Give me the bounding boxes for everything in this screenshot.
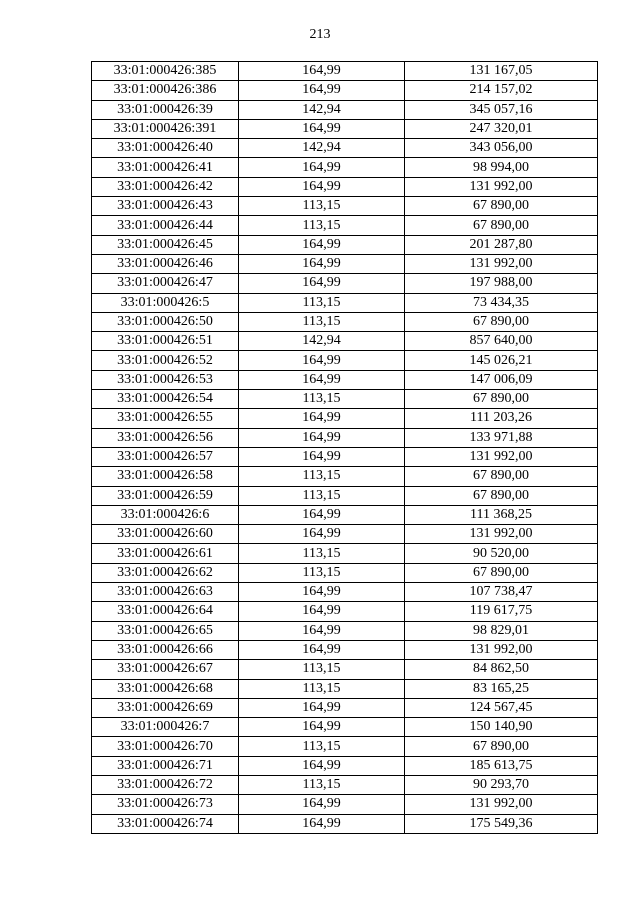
value-cell: 131 992,00: [405, 525, 598, 544]
cadastral-number-cell: 33:01:000426:64: [92, 602, 239, 621]
area-cell: 113,15: [239, 679, 405, 698]
table-row: [92, 775, 598, 794]
value-cell: 131 992,00: [405, 795, 598, 814]
value-cell: 197 988,00: [405, 274, 598, 293]
value-cell: 111 368,25: [405, 505, 598, 524]
cadastral-number-cell: 33:01:000426:52: [92, 351, 239, 370]
table-row: [92, 467, 598, 486]
area-cell: 164,99: [239, 698, 405, 717]
area-cell: 164,99: [239, 119, 405, 138]
table-row: [92, 544, 598, 563]
value-cell: 857 640,00: [405, 332, 598, 351]
table-row: [92, 177, 598, 196]
table-row: [92, 505, 598, 524]
area-cell: 164,99: [239, 158, 405, 177]
area-cell: 113,15: [239, 660, 405, 679]
area-cell: 164,99: [239, 274, 405, 293]
cadastral-number-cell: 33:01:000426:386: [92, 81, 239, 100]
value-cell: 145 026,21: [405, 351, 598, 370]
cadastral-number-cell: 33:01:000426:5: [92, 293, 239, 312]
area-cell: 164,99: [239, 640, 405, 659]
value-cell: 124 567,45: [405, 698, 598, 717]
area-cell: 164,99: [239, 62, 405, 81]
area-cell: 113,15: [239, 293, 405, 312]
table-row: [92, 447, 598, 466]
table-row: [92, 718, 598, 737]
area-cell: 164,99: [239, 602, 405, 621]
value-cell: 73 434,35: [405, 293, 598, 312]
cadastral-number-cell: 33:01:000426:50: [92, 312, 239, 331]
area-cell: 164,99: [239, 583, 405, 602]
table-row: [92, 312, 598, 331]
cadastral-number-cell: 33:01:000426:70: [92, 737, 239, 756]
cadastral-number-cell: 33:01:000426:60: [92, 525, 239, 544]
value-cell: 98 829,01: [405, 621, 598, 640]
table-row: [92, 254, 598, 273]
area-cell: 164,99: [239, 621, 405, 640]
area-cell: 113,15: [239, 563, 405, 582]
area-cell: 113,15: [239, 467, 405, 486]
cadastral-number-cell: 33:01:000426:69: [92, 698, 239, 717]
cadastral-number-cell: 33:01:000426:46: [92, 254, 239, 273]
table-row: [92, 583, 598, 602]
value-cell: 84 862,50: [405, 660, 598, 679]
area-cell: 164,99: [239, 814, 405, 833]
area-cell: 164,99: [239, 525, 405, 544]
table-row: [92, 197, 598, 216]
table-row: [92, 158, 598, 177]
area-cell: 164,99: [239, 409, 405, 428]
table-row: [92, 390, 598, 409]
cadastral-number-cell: 33:01:000426:45: [92, 235, 239, 254]
value-cell: 131 167,05: [405, 62, 598, 81]
value-cell: 83 165,25: [405, 679, 598, 698]
area-cell: 164,99: [239, 718, 405, 737]
area-cell: 113,15: [239, 544, 405, 563]
cadastral-number-cell: 33:01:000426:42: [92, 177, 239, 196]
cadastral-number-cell: 33:01:000426:66: [92, 640, 239, 659]
value-cell: 247 320,01: [405, 119, 598, 138]
table-row: [92, 814, 598, 833]
area-cell: 164,99: [239, 505, 405, 524]
cadastral-number-cell: 33:01:000426:43: [92, 197, 239, 216]
table-row: [92, 698, 598, 717]
table-row: [92, 621, 598, 640]
table-row: [92, 216, 598, 235]
area-cell: 113,15: [239, 737, 405, 756]
table-row: [92, 640, 598, 659]
cadastral-number-cell: 33:01:000426:65: [92, 621, 239, 640]
area-cell: 113,15: [239, 312, 405, 331]
table-row: [92, 81, 598, 100]
area-cell: 142,94: [239, 139, 405, 158]
value-cell: 67 890,00: [405, 312, 598, 331]
value-cell: 345 057,16: [405, 100, 598, 119]
value-cell: 343 056,00: [405, 139, 598, 158]
cadastral-number-cell: 33:01:000426:41: [92, 158, 239, 177]
area-cell: 164,99: [239, 370, 405, 389]
cadastral-number-cell: 33:01:000426:62: [92, 563, 239, 582]
area-cell: 113,15: [239, 486, 405, 505]
page-number: 213: [309, 27, 331, 42]
table-row: [92, 293, 598, 312]
value-cell: 67 890,00: [405, 467, 598, 486]
value-cell: 67 890,00: [405, 737, 598, 756]
cadastral-number-cell: 33:01:000426:7: [92, 718, 239, 737]
area-cell: 164,99: [239, 351, 405, 370]
table-row: [92, 409, 598, 428]
cadastral-number-cell: 33:01:000426:54: [92, 390, 239, 409]
area-cell: 164,99: [239, 447, 405, 466]
cadastral-number-cell: 33:01:000426:63: [92, 583, 239, 602]
table-row: [92, 428, 598, 447]
area-cell: 113,15: [239, 390, 405, 409]
cadastral-number-cell: 33:01:000426:56: [92, 428, 239, 447]
cadastral-number-cell: 33:01:000426:6: [92, 505, 239, 524]
area-cell: 164,99: [239, 81, 405, 100]
value-cell: 90 293,70: [405, 775, 598, 794]
value-cell: 131 992,00: [405, 177, 598, 196]
table-body: [92, 62, 598, 834]
cadastral-number-cell: 33:01:000426:67: [92, 660, 239, 679]
area-cell: 164,99: [239, 235, 405, 254]
cadastral-number-cell: 33:01:000426:40: [92, 139, 239, 158]
cadastral-number-cell: 33:01:000426:72: [92, 775, 239, 794]
table-row: [92, 351, 598, 370]
cadastral-number-cell: 33:01:000426:44: [92, 216, 239, 235]
table-row: [92, 737, 598, 756]
table-row: [92, 486, 598, 505]
cadastral-number-cell: 33:01:000426:57: [92, 447, 239, 466]
cadastral-number-cell: 33:01:000426:391: [92, 119, 239, 138]
area-cell: 142,94: [239, 332, 405, 351]
value-cell: 131 992,00: [405, 447, 598, 466]
value-cell: 131 992,00: [405, 640, 598, 659]
value-cell: 185 613,75: [405, 756, 598, 775]
cadastral-number-cell: 33:01:000426:55: [92, 409, 239, 428]
table-row: [92, 332, 598, 351]
value-cell: 67 890,00: [405, 390, 598, 409]
cadastral-number-cell: 33:01:000426:68: [92, 679, 239, 698]
cadastral-number-cell: 33:01:000426:61: [92, 544, 239, 563]
cadastral-number-cell: 33:01:000426:59: [92, 486, 239, 505]
cadastral-number-cell: 33:01:000426:39: [92, 100, 239, 119]
table-row: [92, 62, 598, 81]
cadastral-number-cell: 33:01:000426:58: [92, 467, 239, 486]
value-cell: 67 890,00: [405, 486, 598, 505]
area-cell: 164,99: [239, 177, 405, 196]
value-cell: 67 890,00: [405, 197, 598, 216]
area-cell: 164,99: [239, 428, 405, 447]
value-cell: 131 992,00: [405, 254, 598, 273]
value-cell: 107 738,47: [405, 583, 598, 602]
area-cell: 113,15: [239, 216, 405, 235]
value-cell: 201 287,80: [405, 235, 598, 254]
value-cell: 147 006,09: [405, 370, 598, 389]
value-cell: 67 890,00: [405, 216, 598, 235]
value-cell: 133 971,88: [405, 428, 598, 447]
table-row: [92, 525, 598, 544]
cadastral-table: [91, 61, 598, 834]
value-cell: 67 890,00: [405, 563, 598, 582]
area-cell: 164,99: [239, 795, 405, 814]
table-row: [92, 563, 598, 582]
value-cell: 150 140,90: [405, 718, 598, 737]
area-cell: 113,15: [239, 775, 405, 794]
cadastral-number-cell: 33:01:000426:51: [92, 332, 239, 351]
table-row: [92, 100, 598, 119]
cadastral-number-cell: 33:01:000426:73: [92, 795, 239, 814]
area-cell: 164,99: [239, 254, 405, 273]
table-row: [92, 235, 598, 254]
table-row: [92, 795, 598, 814]
area-cell: 142,94: [239, 100, 405, 119]
cadastral-number-cell: 33:01:000426:47: [92, 274, 239, 293]
value-cell: 111 203,26: [405, 409, 598, 428]
table-row: [92, 370, 598, 389]
table-row: [92, 756, 598, 775]
cadastral-number-cell: 33:01:000426:53: [92, 370, 239, 389]
table-row: [92, 274, 598, 293]
value-cell: 175 549,36: [405, 814, 598, 833]
value-cell: 214 157,02: [405, 81, 598, 100]
cadastral-number-cell: 33:01:000426:74: [92, 814, 239, 833]
cadastral-number-cell: 33:01:000426:71: [92, 756, 239, 775]
area-cell: 113,15: [239, 197, 405, 216]
table-row: [92, 602, 598, 621]
table-row: [92, 119, 598, 138]
table-row: [92, 679, 598, 698]
value-cell: 119 617,75: [405, 602, 598, 621]
value-cell: 90 520,00: [405, 544, 598, 563]
table-row: [92, 139, 598, 158]
area-cell: 164,99: [239, 756, 405, 775]
value-cell: 98 994,00: [405, 158, 598, 177]
table-row: [92, 660, 598, 679]
cadastral-number-cell: 33:01:000426:385: [92, 62, 239, 81]
